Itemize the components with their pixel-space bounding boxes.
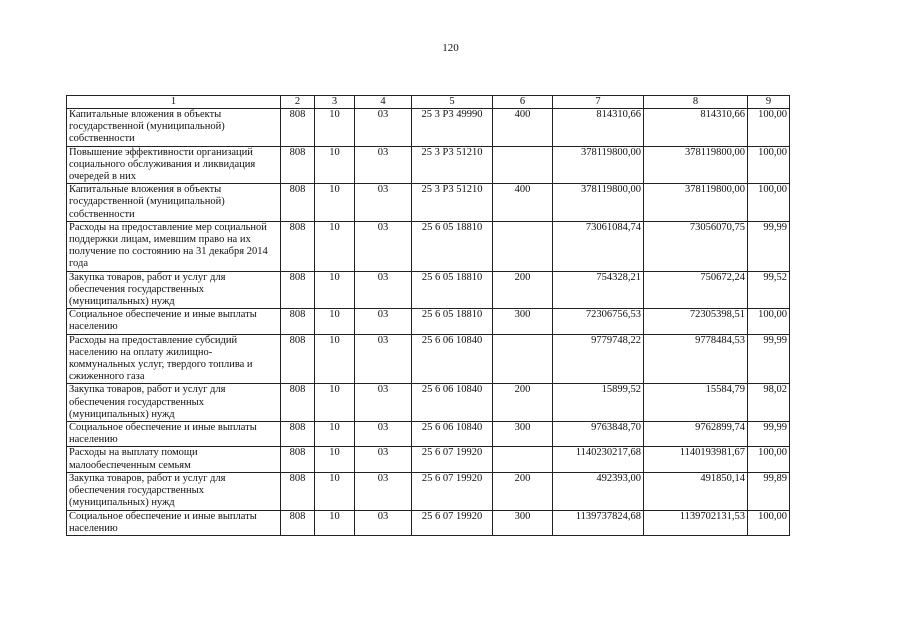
column-header: 6 [493,96,553,109]
table-row [67,146,790,184]
row-name: Расходы на выплату помощи малообеспеченным семьям [67,447,281,472]
subsection2-code: 03 [355,271,412,309]
row-name: Расходы на предоставление субсидий населению на оплату жилищно-коммунальных услуг, твердого топлива и сжиженного газа [67,334,281,384]
subsection-code: 10 [315,510,355,535]
target-article: 25 3 P3 51210 [412,184,493,222]
target-article: 25 6 07 19920 [412,447,493,472]
target-article: 25 6 06 10840 [412,384,493,422]
expense-type: 400 [493,184,553,222]
actual-amount: 9778484,53 [644,334,748,384]
table-row [67,447,790,472]
column-header: 1 [67,96,281,109]
target-article: 25 6 05 18810 [412,221,493,271]
expense-type: 200 [493,384,553,422]
expense-type: 400 [493,109,553,147]
planned-amount: 378119800,00 [553,146,644,184]
planned-amount: 1140230217,68 [553,447,644,472]
target-article: 25 3 P3 49990 [412,109,493,147]
planned-amount: 73061084,74 [553,221,644,271]
row-name: Закупка товаров, работ и услуг для обеспечения государственных (муниципальных) нужд [67,384,281,422]
execution-percent: 99,99 [748,334,790,384]
row-name: Закупка товаров, работ и услуг для обеспечения государственных (муниципальных) нужд [67,472,281,510]
table-row [67,271,790,309]
section-code: 808 [281,271,315,309]
column-header: 9 [748,96,790,109]
execution-percent: 99,52 [748,271,790,309]
actual-amount: 378119800,00 [644,184,748,222]
actual-amount: 73056070,75 [644,221,748,271]
section-code: 808 [281,447,315,472]
planned-amount: 378119800,00 [553,184,644,222]
row-name: Повышение эффективности организаций социального обслуживания и ликвидация очередей в них [67,146,281,184]
actual-amount: 15584,79 [644,384,748,422]
subsection-code: 10 [315,184,355,222]
planned-amount: 9763848,70 [553,422,644,447]
execution-percent: 99,99 [748,221,790,271]
table-row [67,184,790,222]
expense-type [493,146,553,184]
table-row [67,472,790,510]
execution-percent: 99,89 [748,472,790,510]
table-row [67,309,790,334]
subsection2-code: 03 [355,221,412,271]
subsection-code: 10 [315,221,355,271]
planned-amount: 1139737824,68 [553,510,644,535]
expense-type: 300 [493,309,553,334]
planned-amount: 72306756,53 [553,309,644,334]
section-code: 808 [281,334,315,384]
row-name: Капитальные вложения в объекты государственной (муниципальной) собственности [67,109,281,147]
column-header: 5 [412,96,493,109]
column-header: 7 [553,96,644,109]
row-name: Расходы на предоставление мер социальной поддержки лицам, имевшим право на их получение по состоянию на 31 декабря 2014 года [67,221,281,271]
execution-percent: 100,00 [748,184,790,222]
table-row [67,334,790,384]
actual-amount: 1140193981,67 [644,447,748,472]
page-number: 120 [442,42,459,54]
actual-amount: 1139702131,53 [644,510,748,535]
execution-percent: 100,00 [748,309,790,334]
table-row [67,109,790,147]
target-article: 25 6 05 18810 [412,271,493,309]
actual-amount: 814310,66 [644,109,748,147]
subsection-code: 10 [315,384,355,422]
execution-percent: 100,00 [748,510,790,535]
row-name: Закупка товаров, работ и услуг для обеспечения государственных (муниципальных) нужд [67,271,281,309]
column-header: 3 [315,96,355,109]
budget-table [66,95,790,536]
section-code: 808 [281,384,315,422]
expense-type [493,334,553,384]
section-code: 808 [281,309,315,334]
section-code: 808 [281,422,315,447]
header-row [67,96,790,109]
planned-amount: 814310,66 [553,109,644,147]
target-article: 25 6 05 18810 [412,309,493,334]
column-header: 4 [355,96,412,109]
subsection2-code: 03 [355,447,412,472]
planned-amount: 492393,00 [553,472,644,510]
section-code: 808 [281,510,315,535]
table-row [67,422,790,447]
execution-percent: 99,99 [748,422,790,447]
subsection2-code: 03 [355,184,412,222]
subsection2-code: 03 [355,109,412,147]
row-name: Капитальные вложения в объекты государственной (муниципальной) собственности [67,184,281,222]
section-code: 808 [281,221,315,271]
expense-type [493,221,553,271]
section-code: 808 [281,184,315,222]
planned-amount: 9779748,22 [553,334,644,384]
subsection-code: 10 [315,447,355,472]
subsection2-code: 03 [355,384,412,422]
subsection2-code: 03 [355,510,412,535]
subsection2-code: 03 [355,472,412,510]
planned-amount: 754328,21 [553,271,644,309]
row-name: Социальное обеспечение и иные выплаты населению [67,422,281,447]
subsection-code: 10 [315,422,355,447]
actual-amount: 378119800,00 [644,146,748,184]
table-row [67,510,790,535]
section-code: 808 [281,146,315,184]
expense-type: 200 [493,472,553,510]
actual-amount: 9762899,74 [644,422,748,447]
column-header: 2 [281,96,315,109]
expense-type: 300 [493,510,553,535]
subsection-code: 10 [315,334,355,384]
target-article: 25 6 07 19920 [412,472,493,510]
subsection-code: 10 [315,309,355,334]
subsection2-code: 03 [355,334,412,384]
table-row [67,384,790,422]
expense-type: 300 [493,422,553,447]
execution-percent: 98,02 [748,384,790,422]
section-code: 808 [281,472,315,510]
actual-amount: 491850,14 [644,472,748,510]
target-article: 25 3 P3 51210 [412,146,493,184]
section-code: 808 [281,109,315,147]
subsection-code: 10 [315,472,355,510]
subsection-code: 10 [315,271,355,309]
target-article: 25 6 07 19920 [412,510,493,535]
actual-amount: 750672,24 [644,271,748,309]
execution-percent: 100,00 [748,109,790,147]
row-name: Социальное обеспечение и иные выплаты населению [67,309,281,334]
subsection-code: 10 [315,109,355,147]
expense-type [493,447,553,472]
expense-type: 200 [493,271,553,309]
actual-amount: 72305398,51 [644,309,748,334]
target-article: 25 6 06 10840 [412,422,493,447]
subsection2-code: 03 [355,146,412,184]
table-row [67,221,790,271]
subsection2-code: 03 [355,422,412,447]
subsection-code: 10 [315,146,355,184]
execution-percent: 100,00 [748,447,790,472]
row-name: Социальное обеспечение и иные выплаты населению [67,510,281,535]
target-article: 25 6 06 10840 [412,334,493,384]
subsection2-code: 03 [355,309,412,334]
column-header: 8 [644,96,748,109]
planned-amount: 15899,52 [553,384,644,422]
execution-percent: 100,00 [748,146,790,184]
